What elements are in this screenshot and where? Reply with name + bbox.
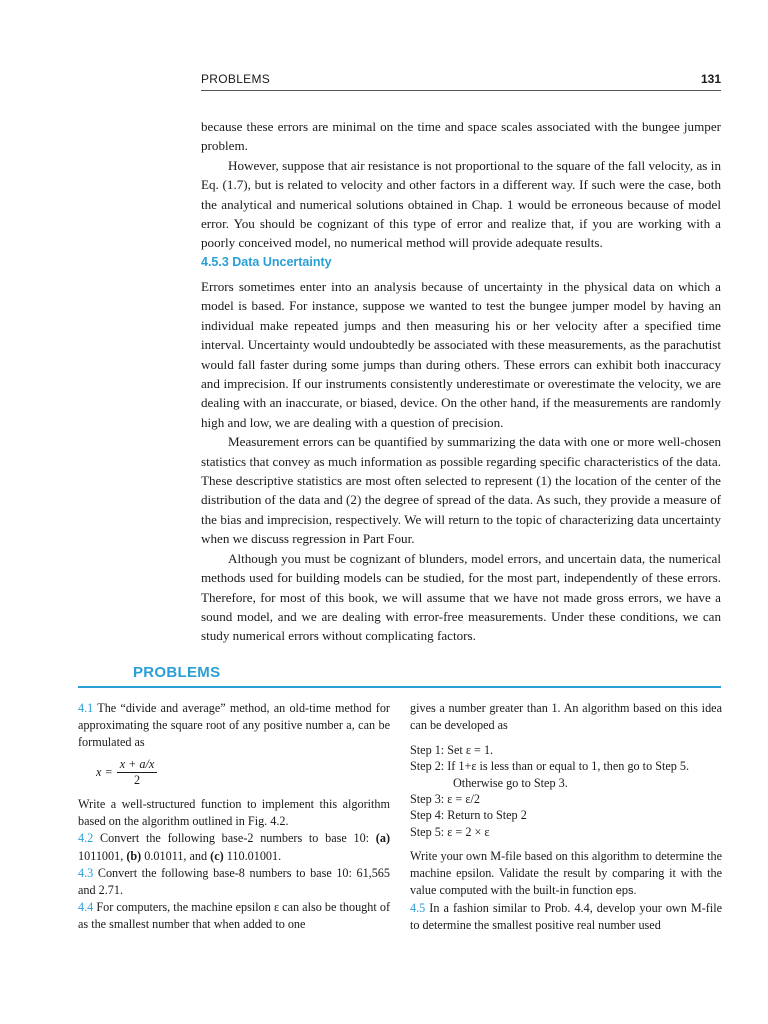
problem-text: Convert the following base-8 numbers to base 10: 61,565 and 2.71. bbox=[78, 865, 390, 897]
problem-text: In a fashion similar to Prob. 4.4, develop your own M-file to determine the smallest positive real number used bbox=[410, 901, 723, 933]
problem-number: 4.2 bbox=[78, 831, 94, 846]
step: Otherwise go to Step 3. bbox=[453, 775, 568, 790]
step: Step 5: ε = 2 × ε bbox=[410, 824, 490, 839]
problem-4-3 bbox=[78, 865, 390, 899]
problem-text: Write a well-structured function to implement this algorithm based on the algorithm outlined in Fig. 4.2. bbox=[78, 797, 390, 829]
page-number: 131 bbox=[700, 72, 721, 86]
step: Step 2: If 1+ε is less than or equal to 1, then go to Step 5. bbox=[410, 759, 690, 774]
part-label: (b) bbox=[126, 848, 142, 863]
header-rule bbox=[201, 90, 721, 91]
part-value: 110.01001. bbox=[226, 848, 282, 863]
step: Step 1: Set ε = 1. bbox=[410, 743, 494, 758]
problem-text-body: Write your own M-file based on this algorithm to determine the machine epsilon. Validate the result by comparing it with the value computed with the built-in function bbox=[410, 848, 722, 898]
problem-4-1 bbox=[78, 700, 390, 751]
step: Step 4: Return to Step 2 bbox=[410, 808, 527, 823]
fraction-numerator: x + a/x bbox=[117, 757, 158, 773]
part-label: (c) bbox=[210, 848, 224, 863]
paragraph: However, suppose that air resistance is not proportional to the square of the fall velocity, as in Eq. (1.7), but is related to velocity and other factors in a different way. If such were the case, both the analytical and numerical solutions obtained in Chap. 1 would be erroneous because of model error. You should be cognizant of this type of error and realize that, if you are working with a poorly conceived model, no numerical method will provide adequate results. bbox=[201, 157, 721, 251]
part-value: 0.01011, and bbox=[144, 848, 208, 863]
algorithm-steps bbox=[410, 742, 722, 840]
problem-text bbox=[410, 848, 722, 900]
problem-text: The “divide and average” method, an old-time method for approximating the square root of any positive number a, can be formulated as bbox=[78, 701, 390, 750]
function-name: eps. bbox=[615, 885, 637, 898]
problems-left-column bbox=[78, 700, 390, 933]
formula-lhs: x = bbox=[96, 765, 113, 780]
problem-4-2 bbox=[78, 830, 390, 864]
problem-text: For computers, the machine epsilon ε can also be thought of as the smallest number that when added to one bbox=[78, 899, 391, 931]
paragraph: because these errors are minimal on the time and space scales associated with the bungee jumper problem. bbox=[201, 119, 721, 154]
step: Step 3: ε = ε/2 bbox=[410, 792, 480, 807]
intro-text bbox=[201, 117, 721, 253]
fraction bbox=[117, 757, 158, 788]
running-header-label: PROBLEMS bbox=[201, 72, 271, 86]
problem-number: 4.4 bbox=[78, 899, 94, 914]
problem-4-5 bbox=[410, 900, 722, 934]
fraction-denominator: 2 bbox=[133, 773, 141, 788]
problem-number: 4.3 bbox=[78, 865, 94, 880]
problem-number: 4.5 bbox=[410, 901, 426, 916]
section-body bbox=[201, 277, 721, 646]
section-heading: 4.5.3 Data Uncertainty bbox=[201, 255, 332, 269]
problems-rule bbox=[78, 686, 721, 688]
problems-right-column bbox=[410, 700, 722, 934]
part-label: (a) bbox=[375, 831, 391, 846]
problems-heading: PROBLEMS bbox=[133, 664, 221, 681]
problem-text: Convert the following base-2 numbers to base 10: bbox=[99, 831, 370, 846]
problem-number: 4.1 bbox=[78, 701, 94, 715]
paragraph: Errors sometimes enter into an analysis because of uncertainty in the physical data on which a model is based. For instance, suppose we wanted to test the bungee jumper model by having an individual make repeated jumps and then measuring his or her velocity after a specified time interval. Uncertainty would undoubtedly be associated with these measurements, as the parachutist would fall faster during some jumps than during others. These errors can exhibit both inaccuracy and imprecision. If our instruments consistently underestimate or overestimate the velocity, we are dealing with an inaccurate, or biased, device. On the other hand, if the measurements are randomly high and low, we are dealing with a question of precision. bbox=[201, 279, 721, 430]
problem-4-4 bbox=[78, 899, 390, 933]
problem-continuation: gives a number greater than 1. An algorithm based on this idea can be developed as bbox=[410, 701, 722, 733]
paragraph: Measurement errors can be quantified by summarizing the data with one or more well-chosen statistics that convey as much information as possible regarding specific characteristics of the data. These descriptive statistics are most often selected to represent (1) the location of the center of the distribution of the data and (2) the degree of spread of the data. As such, they provide a measure of the bias and imprecision, respectively. We will return to the topic of characterizing data uncertainty when we discuss regression in Part Four. bbox=[201, 434, 721, 547]
part-value: 1011001, bbox=[78, 848, 124, 863]
formula bbox=[96, 757, 390, 788]
paragraph: Although you must be cognizant of blunders, model errors, and uncertain data, the numerical methods used for building models can be studied, for the most part, independently of these errors. Therefore, for most of this book, we will assume that we have not made gross errors, we have a sound model, and we are dealing with error-free measurements. Under these conditions, we can study numerical errors without complicating factors. bbox=[201, 550, 721, 644]
